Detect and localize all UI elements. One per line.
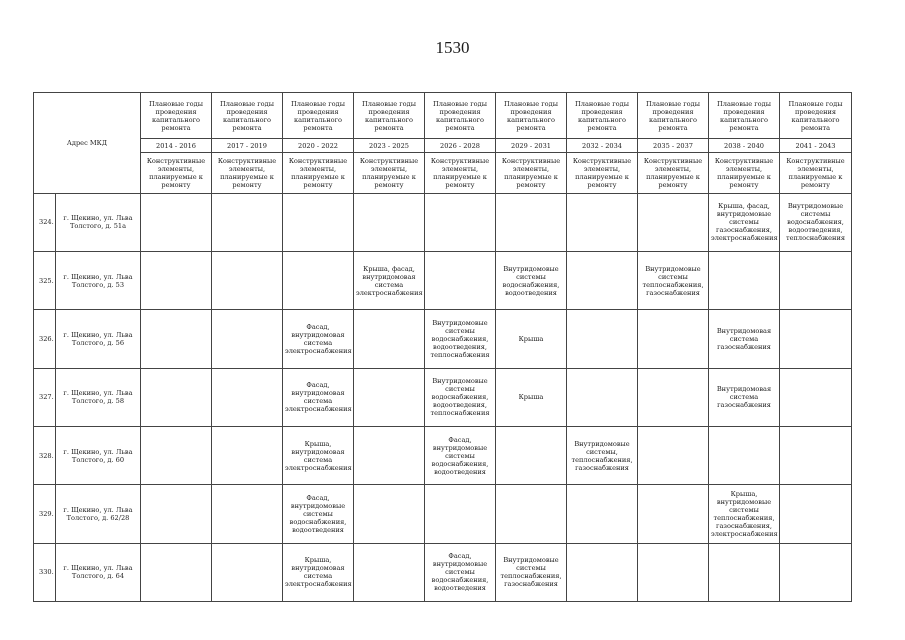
table-row xyxy=(34,368,852,426)
repair-elements-cell xyxy=(567,368,638,426)
row-number: 326. xyxy=(34,310,56,368)
repair-elements-cell xyxy=(709,426,780,484)
repair-elements-cell: Крыша, фасад, внутридомовая система электроснабжения xyxy=(354,251,425,309)
period-title-header: Плановые годы проведения капитального ремонта xyxy=(425,93,496,139)
repair-elements-cell: Внутридомовая система газоснабжения xyxy=(709,310,780,368)
table-row xyxy=(34,543,852,601)
repair-elements-cell xyxy=(212,485,283,543)
address-column-header: Адрес МКД xyxy=(34,93,141,194)
period-years-header: 2020 - 2022 xyxy=(283,139,354,153)
repair-elements-cell: Внутридомовые системы водоснабжения, водоотведения, теплоснабжения xyxy=(425,310,496,368)
row-number: 327. xyxy=(34,368,56,426)
period-title-header: Плановые годы проведения капитального ремонта xyxy=(283,93,354,139)
repair-elements-cell xyxy=(354,368,425,426)
row-number: 329. xyxy=(34,485,56,543)
period-title-header: Плановые годы проведения капитального ремонта xyxy=(638,93,709,139)
repair-elements-cell: Внутридомовые системы водоснабжения, водоотведения, теплоснабжения xyxy=(425,368,496,426)
period-title-header: Плановые годы проведения капитального ремонта xyxy=(567,93,638,139)
table-row xyxy=(34,485,852,543)
row-number: 330. xyxy=(34,543,56,601)
repair-elements-cell xyxy=(638,485,709,543)
repair-elements-cell xyxy=(567,543,638,601)
period-title-header: Плановые годы проведения капитального ремонта xyxy=(141,93,212,139)
repair-elements-cell xyxy=(780,543,852,601)
period-elements-header: Конструктивные элементы, планируемые к ремонту xyxy=(212,153,283,193)
period-years-header: 2023 - 2025 xyxy=(354,139,425,153)
repair-elements-cell xyxy=(354,193,425,251)
repair-elements-cell: Внутридомовые системы водоснабжения, водоотведения xyxy=(496,251,567,309)
repair-elements-cell xyxy=(425,193,496,251)
repair-elements-cell xyxy=(780,485,852,543)
period-years-header: 2029 - 2031 xyxy=(496,139,567,153)
period-elements-header: Конструктивные элементы, планируемые к ремонту xyxy=(496,153,567,193)
repair-elements-cell xyxy=(638,426,709,484)
repair-elements-cell: Внутридомовые системы, теплоснабжения, газоснабжения xyxy=(567,426,638,484)
repair-elements-cell xyxy=(354,485,425,543)
table-row xyxy=(34,251,852,309)
repair-elements-cell xyxy=(141,310,212,368)
period-elements-header: Конструктивные элементы, планируемые к ремонту xyxy=(354,153,425,193)
repair-elements-cell xyxy=(425,485,496,543)
repair-elements-cell xyxy=(354,543,425,601)
period-years-header: 2041 - 2043 xyxy=(780,139,852,153)
period-years-header: 2035 - 2037 xyxy=(638,139,709,153)
repair-elements-cell xyxy=(638,193,709,251)
building-address: г. Щекино, ул. Льва Толстого, д. 60 xyxy=(56,426,141,484)
repair-elements-cell: Внутридомовые системы теплоснабжения, газоснабжения xyxy=(638,251,709,309)
period-title-header: Плановые годы проведения капитального ремонта xyxy=(354,93,425,139)
repair-elements-cell: Внутридомовая система газоснабжения xyxy=(709,368,780,426)
repair-elements-cell xyxy=(567,251,638,309)
repair-elements-cell xyxy=(212,193,283,251)
repair-elements-cell: Крыша, внутридомовая система электроснабжения xyxy=(283,543,354,601)
repair-elements-cell: Внутридомовые системы водоснабжения, водоотведения, теплоснабжения xyxy=(780,193,852,251)
building-address: г. Щекино, ул. Льва Толстого, д. 62/28 xyxy=(56,485,141,543)
capital-repair-schedule-table xyxy=(33,92,852,602)
table-row xyxy=(34,310,852,368)
repair-elements-cell xyxy=(141,543,212,601)
repair-elements-cell xyxy=(780,368,852,426)
building-address: г. Щекино, ул. Льва Толстого, д. 51а xyxy=(56,193,141,251)
period-elements-header: Конструктивные элементы, планируемые к ремонту xyxy=(780,153,852,193)
repair-elements-cell: Крыша, внутридомовые системы теплоснабжения, газоснабжения, электроснабжения xyxy=(709,485,780,543)
building-address: г. Щекино, ул. Льва Толстого, д. 53 xyxy=(56,251,141,309)
repair-elements-cell xyxy=(141,193,212,251)
repair-elements-cell xyxy=(212,543,283,601)
period-years-header: 2038 - 2040 xyxy=(709,139,780,153)
repair-elements-cell: Фасад, внутридомовая система электроснабжения xyxy=(283,310,354,368)
repair-elements-cell xyxy=(354,310,425,368)
repair-elements-cell xyxy=(567,193,638,251)
period-title-header: Плановые годы проведения капитального ремонта xyxy=(780,93,852,139)
repair-elements-cell xyxy=(212,310,283,368)
repair-elements-cell xyxy=(283,193,354,251)
repair-elements-cell xyxy=(141,251,212,309)
repair-elements-cell: Крыша, фасад, внутридомовые системы газоснабжения, электроснабжения xyxy=(709,193,780,251)
page-number: 1530 xyxy=(435,38,470,57)
row-number: 325. xyxy=(34,251,56,309)
period-years-header: 2014 - 2016 xyxy=(141,139,212,153)
repair-elements-cell xyxy=(638,310,709,368)
repair-elements-cell xyxy=(638,543,709,601)
repair-elements-cell xyxy=(141,485,212,543)
period-elements-header: Конструктивные элементы, планируемые к ремонту xyxy=(283,153,354,193)
period-title-header: Плановые годы проведения капитального ремонта xyxy=(212,93,283,139)
repair-elements-cell: Крыша xyxy=(496,368,567,426)
repair-elements-cell xyxy=(212,368,283,426)
period-elements-header: Конструктивные элементы, планируемые к ремонту xyxy=(638,153,709,193)
period-title-header: Плановые годы проведения капитального ремонта xyxy=(496,93,567,139)
building-address: г. Щекино, ул. Льва Толстого, д. 64 xyxy=(56,543,141,601)
repair-elements-cell xyxy=(780,426,852,484)
repair-elements-cell xyxy=(212,426,283,484)
repair-elements-cell: Фасад, внутридомовые системы водоснабжения, водоотведения xyxy=(425,543,496,601)
repair-elements-cell: Крыша xyxy=(496,310,567,368)
repair-elements-cell xyxy=(496,485,567,543)
building-address: г. Щекино, ул. Льва Толстого, д. 58 xyxy=(56,368,141,426)
repair-elements-cell xyxy=(709,543,780,601)
period-years-header: 2017 - 2019 xyxy=(212,139,283,153)
period-title-header: Плановые годы проведения капитального ремонта xyxy=(709,93,780,139)
repair-elements-cell xyxy=(496,426,567,484)
repair-elements-cell xyxy=(638,368,709,426)
repair-elements-cell: Фасад, внутридомовые системы водоснабжения, водоотведения xyxy=(283,485,354,543)
repair-elements-cell xyxy=(709,251,780,309)
repair-elements-cell xyxy=(354,426,425,484)
row-number: 324. xyxy=(34,193,56,251)
table-row xyxy=(34,193,852,251)
table-row xyxy=(34,426,852,484)
period-years-header: 2026 - 2028 xyxy=(425,139,496,153)
repair-elements-cell xyxy=(141,426,212,484)
period-elements-header: Конструктивные элементы, планируемые к ремонту xyxy=(425,153,496,193)
repair-elements-cell xyxy=(780,310,852,368)
repair-elements-cell: Крыша, внутридомовая система электроснабжения xyxy=(283,426,354,484)
repair-elements-cell xyxy=(141,368,212,426)
repair-elements-cell xyxy=(212,251,283,309)
repair-elements-cell xyxy=(425,251,496,309)
period-elements-header: Конструктивные элементы, планируемые к ремонту xyxy=(709,153,780,193)
building-address: г. Щекино, ул. Льва Толстого, д. 56 xyxy=(56,310,141,368)
period-years-header: 2032 - 2034 xyxy=(567,139,638,153)
repair-elements-cell: Фасад, внутридомовые системы водоснабжения, водоотведения xyxy=(425,426,496,484)
repair-elements-cell xyxy=(496,193,567,251)
repair-elements-cell xyxy=(283,251,354,309)
row-number: 328. xyxy=(34,426,56,484)
period-elements-header: Конструктивные элементы, планируемые к ремонту xyxy=(567,153,638,193)
repair-elements-cell: Фасад, внутридомовая система электроснабжения xyxy=(283,368,354,426)
period-elements-header: Конструктивные элементы, планируемые к ремонту xyxy=(141,153,212,193)
repair-elements-cell: Внутридомовые системы теплоснабжения, газоснабжения xyxy=(496,543,567,601)
repair-elements-cell xyxy=(567,485,638,543)
repair-elements-cell xyxy=(567,310,638,368)
repair-elements-cell xyxy=(780,251,852,309)
